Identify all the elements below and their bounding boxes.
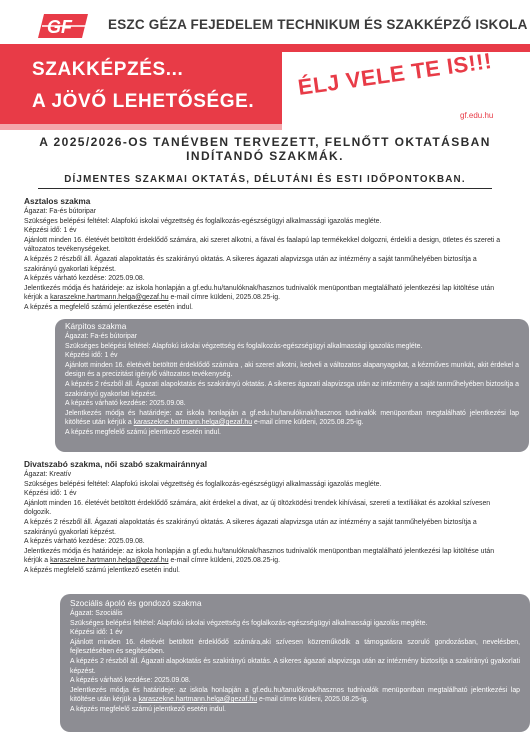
website-link[interactable]: gf.edu.hu <box>460 111 494 120</box>
course-sector: Ágazat: Szociális <box>70 610 123 617</box>
course-sector: Ágazat: Kreatív <box>24 471 72 478</box>
course-structure: A képzés 2 részből áll. Ágazati alapoktatás és szakirányú oktatás. A sikeres ágazati alapvizsga után az intézmény a saját tanműhelyében biztosítja a szakirányú gyakorlati képzést. <box>24 518 477 536</box>
course-duration: Képzési idő: 1 év <box>24 227 77 235</box>
course-requirements: Szükséges belépési feltétel: Alapfokú iskolai végzettség és foglalkozás-egészségügyi alkalmassági igazolás megléte. <box>24 217 382 225</box>
email-link[interactable]: karaszekne.hartmann.helga@gezaf.hu <box>50 294 169 302</box>
subtitle-underline <box>38 188 492 189</box>
course-structure: A képzés 2 részből áll. Ágazati alapoktatás és szakirányú oktatás. A sikeres ágazati alapvizsga után az intézmény a saját tanműhelyében biztosítja a szakirányú gyakorlati képzést. <box>65 380 519 398</box>
course-sector: Ágazat: Fa-és bútoripar <box>24 208 97 215</box>
course-apply <box>70 686 520 705</box>
course-structure: A képzés 2 részből áll. Ágazati alapoktatás és szakirányú oktatás. A sikeres ágazati alapvizsga után az intézmény a saját tanműhelyében biztosítja a szakirányú gyakorlati képzést. <box>24 255 477 273</box>
course-note: A képzés a megfelelő számú jelentkezése esetén indul. <box>24 303 193 311</box>
course-asztalos <box>16 193 514 320</box>
course-karpitos <box>55 319 529 452</box>
course-divatszabo <box>16 456 514 589</box>
email-link[interactable]: karaszekne.hartmann.helga@gezaf.hu <box>138 696 258 704</box>
course-duration: Képzési idő: 1 év <box>65 352 118 360</box>
course-title: Asztalos szakma <box>24 196 91 206</box>
logo-text: GF <box>47 17 72 37</box>
school-logo <box>38 12 90 40</box>
apply-text: Jelentkezés módja és határideje: az iskola honlapján a gf.edu.hu/tanulóknak/hasznos tudnivalók menüpontban megtalálható jelentkezési lap kitöltése után kérjük a <box>24 547 495 565</box>
course-note: A képzés megfelelő számú jelentkező esetén indul. <box>24 566 180 574</box>
school-name: ESZC GÉZA FEJEDELEM TECHNIKUM ÉS SZAKKÉPZŐ ISKOLA <box>108 17 528 32</box>
course-title: Kárpitos szakma <box>65 321 127 331</box>
course-note: A képzés megfelelő számú jelentkező esetén indul. <box>70 705 226 713</box>
course-recommended: Ajánlott minden 16. életévét betöltött érdeklődő számára,aki szívesen közreműködik a támogatásra szoruló gondozásban, nevelésben, fejlesztésében és segítésében. <box>70 638 520 656</box>
course-apply <box>24 284 506 303</box>
course-title: Szociális ápoló és gondozó szakma <box>70 598 202 608</box>
course-start: A képzés várható kezdése: 2025.09.08. <box>24 538 145 546</box>
page-subtitle: DÍJMENTES SZAKMAI OKTATÁS, DÉLUTÁNI ÉS ESTI IDŐPONTOKBAN. <box>64 174 466 185</box>
apply-deadline: e-mail címre küldeni, 2025.08.25-ig. <box>253 419 364 427</box>
course-start: A képzés várható kezdése: 2025.09.08. <box>24 275 145 283</box>
apply-text: Jelentkezés módja és határideje: az iskola honlapján a gf.edu.hu/tanulóknak/hasznos tudnivalók menüpontban megtalálható jelentkezési lap kitöltése után kérjük a <box>65 409 519 427</box>
course-recommended: Ajánlott minden 16. életévét betöltött érdeklődő számára, aki szeret alkotni, a fával és faalapú lap termékekkel dolgozni, érdekli a design, ötletes és szereti a változatos tevékenységeket. <box>24 236 501 254</box>
course-sector: Ágazat: Fa-és bútoripar <box>65 333 138 340</box>
email-link[interactable]: karaszekne.hartmann.helga@gezaf.hu <box>133 419 253 427</box>
course-title: Divatszabó szakma, női szabó szakmairánnyal <box>24 459 208 469</box>
apply-text: Jelentkezés módja és határideje: az iskola honlapján a gf.edu.hu/tanulóknak/hasznos tudnivalók menüpontban megtalálható jelentkezési lap kitöltése után kérjük a <box>70 686 520 704</box>
page-header <box>0 0 530 45</box>
course-note: A képzés megfelelő számú jelentkező esetén indul. <box>65 428 221 436</box>
banner-headline-1: SZAKKÉPZÉS... <box>32 59 184 80</box>
course-apply <box>24 547 506 566</box>
course-apply <box>65 409 519 428</box>
course-recommended: Ajánlott minden 16. életévét betöltött érdeklődő számára , aki szeret alkotni, kedveli a változatos alapanyagokat, a kézműves munkát, akit érdekel a design és a precizitást igénylő változatos tevékenység. <box>65 361 519 379</box>
page-title: A 2025/2026-OS TANÉVBEN TERVEZETT, FELNŐTT OKTATÁSBAN INDÍTANDÓ SZAKMÁK. <box>39 135 491 163</box>
course-recommended: Ajánlott minden 16. életévét betöltött érdeklődő számára, akit érdekel a divat, az új öltözködési trendek kihívásai, szereti a textíliákat és azokkal szívesen dolgozik. <box>24 499 491 517</box>
apply-deadline: e-mail címre küldeni, 2025.08.25-ig. <box>170 294 280 302</box>
apply-deadline: e-mail címre küldeni, 2025.08.25-ig. <box>170 557 280 565</box>
course-szocialis <box>60 594 530 732</box>
apply-text: Jelentkezés módja és határideje: az iskola honlapján a gf.edu.hu/tanulóknak/hasznos tudnivalók menüpontban megtalálható jelentkezési lap kitöltése után kérjük a <box>24 284 495 302</box>
banner-slogan: ÉLJ VELE TE IS!!! <box>296 48 494 101</box>
course-duration: Képzési idő: 1 év <box>70 629 123 637</box>
course-requirements: Szükséges belépési feltétel: Alapfokú iskolai végzettség és foglalkozás-egészségügyi alkalmassági igazolás megléte. <box>24 480 382 488</box>
email-link[interactable]: karaszekne.hartmann.helga@gezaf.hu <box>50 557 169 565</box>
course-requirements: Szükséges belépési feltétel: Alapfokú iskolai végzettség és foglalkozás-egészségügyi alkalmassági igazolás megléte. <box>70 619 428 627</box>
course-start: A képzés várható kezdése: 2025.09.08. <box>70 677 191 685</box>
banner-headline-2: A JÖVŐ LEHETŐSÉGE. <box>32 91 255 112</box>
apply-deadline: e-mail címre küldeni, 2025.08.25-ig. <box>258 696 369 704</box>
course-duration: Képzési idő: 1 év <box>24 490 77 498</box>
course-structure: A képzés 2 részből áll. Ágazati alapoktatás és szakirányú oktatás. A sikeres ágazati alapvizsga után az intézmény biztosítja a szakirányú gyakorlati képzést. <box>70 657 520 675</box>
course-requirements: Szükséges belépési feltétel: Alapfokú iskolai végzettség és foglalkozás-egészségügyi alkalmassági igazolás megléte. <box>65 342 423 350</box>
course-start: A képzés várható kezdése: 2025.09.08. <box>65 400 186 408</box>
